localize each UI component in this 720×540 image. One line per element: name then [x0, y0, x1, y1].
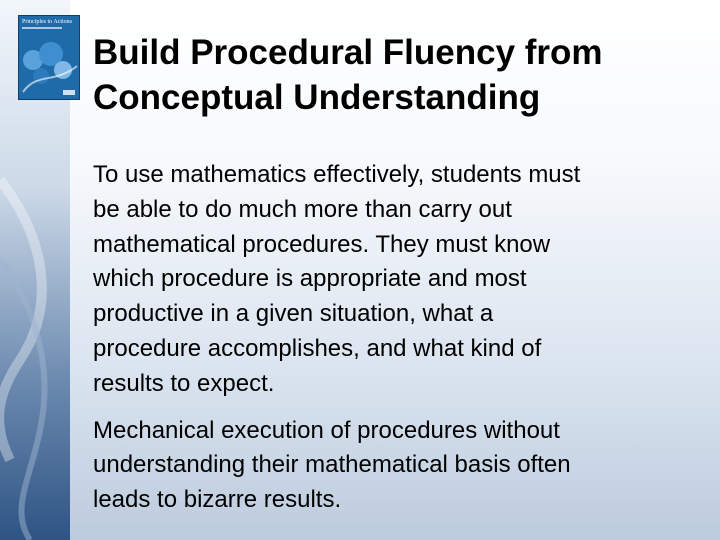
slide-title-line: Conceptual Understanding: [93, 78, 541, 117]
slide-body: [93, 158, 703, 518]
slide-title: [93, 30, 703, 120]
body-line: Mechanical execution of procedures without: [93, 416, 560, 444]
book-cover-subtitle-bar: [22, 27, 62, 29]
book-cover-thumbnail: [18, 15, 80, 100]
body-line: leads to bizarre results.: [93, 486, 342, 514]
body-line: results to expect.: [93, 369, 275, 397]
body-paragraph: [93, 414, 703, 518]
book-cover-title: Principles to Actions: [22, 19, 72, 25]
body-line: productive in a given situation, what a: [93, 300, 494, 328]
body-line: procedure accomplishes, and what kind of: [93, 334, 542, 362]
body-paragraph: [93, 158, 703, 402]
body-line: understanding their mathematical basis often: [93, 451, 571, 479]
body-line: which procedure is appropriate and most: [93, 265, 527, 293]
slide-title-line: Build Procedural Fluency from: [93, 33, 603, 72]
body-line: To use mathematics effectively, students must: [93, 161, 581, 188]
body-line: be able to do much more than carry out: [93, 195, 512, 223]
publisher-logo: [63, 90, 75, 95]
body-line: mathematical procedures. They must know: [93, 230, 551, 258]
